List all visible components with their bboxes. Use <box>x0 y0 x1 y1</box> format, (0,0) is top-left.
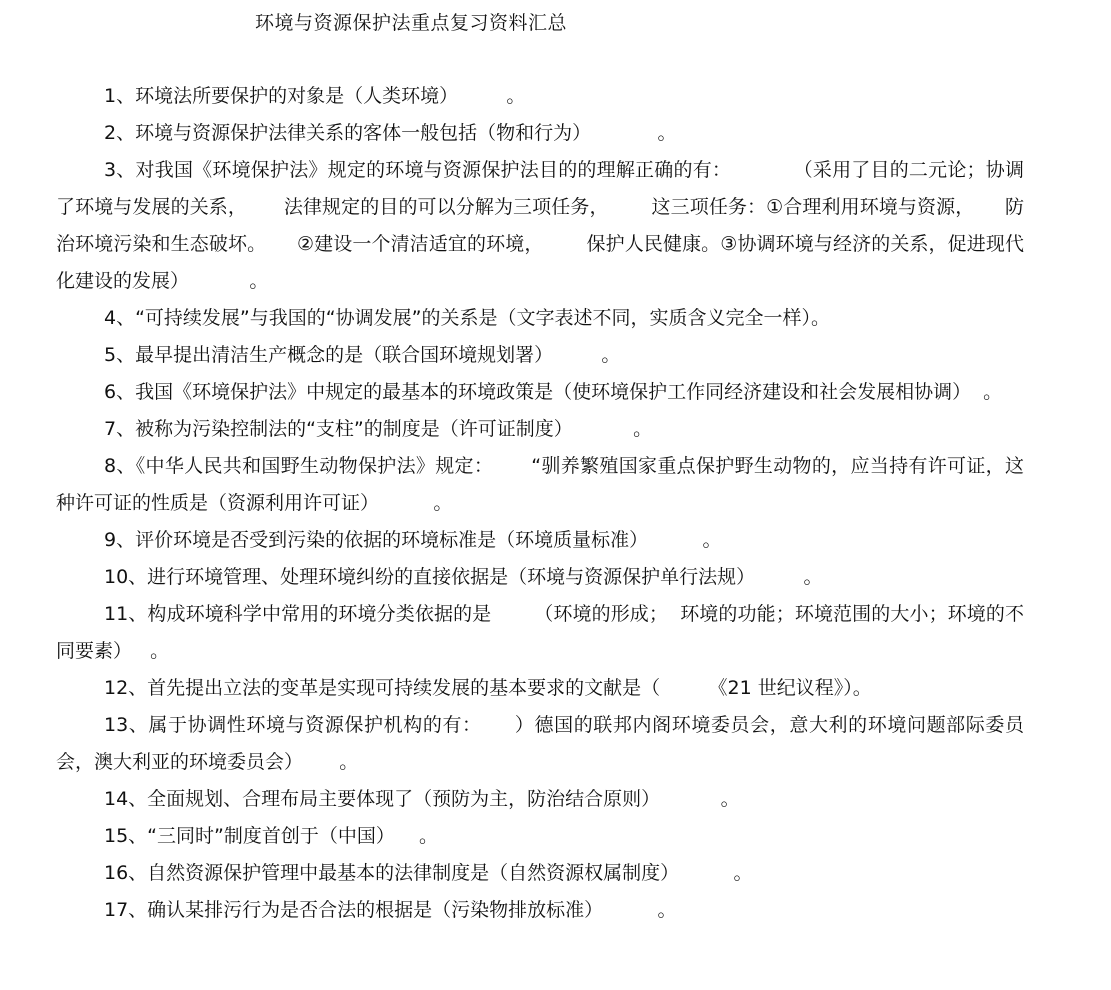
list-item: 14、全面规划、合理布局主要体现了（预防为主，防治结合原则） 。 <box>104 788 740 810</box>
list-item: 3、对我国《环境保护法》规定的环境与资源保护法目的的理解正确的有： （采用了目的二元论；协调了环境与发展的关系， 法律规定的目的可以分解为三项任务， 这三项任务：①合理利用环境与资源， 防治环境污染和生态破坏。 ②建设一个清洁适宜的环境， 保护人民健康。③协调环境与经济的关系，促进现代化建设的发展） 。 <box>56 159 1024 292</box>
list-item: 5、最早提出清洁生产概念的是（联合国环境规划署） 。 <box>104 344 621 366</box>
document-body <box>56 78 1024 929</box>
list-item: 17、确认某排污行为是否合法的根据是（污染物排放标准） 。 <box>104 899 677 921</box>
document-title: 环境与资源保护法重点复习资料汇总 <box>255 12 568 34</box>
list-item: 15、“三同时”制度首创于（中国） 。 <box>104 825 439 847</box>
list-item: 6、我国《环境保护法》中规定的最基本的环境政策是（使环境保护工作同经济建设和社会发展相协调） 。 <box>104 381 1003 403</box>
list-item: 7、被称为污染控制法的“支柱”的制度是（许可证制度） 。 <box>104 418 653 440</box>
list-item: 10、进行环境管理、处理环境纠纷的直接依据是（环境与资源保护单行法规） 。 <box>104 566 823 588</box>
list-item: 16、自然资源保护管理中最基本的法律制度是（自然资源权属制度） 。 <box>104 862 753 884</box>
list-item: 12、首先提出立法的变革是实现可持续发展的基本要求的文献是（ 《21 世纪议程》）。 <box>104 677 872 699</box>
list-item: 1、环境法所要保护的对象是（人类环境） 。 <box>104 85 526 107</box>
list-item: 9、评价环境是否受到污染的依据的环境标准是（环境质量标准） 。 <box>104 529 722 551</box>
list-item: 2、环境与资源保护法律关系的客体一般包括（物和行为） 。 <box>104 122 677 144</box>
list-item: 13、属于协调性环境与资源保护机构的有： ）德国的联邦内阁环境委员会，意大利的环境问题部际委员会，澳大利亚的环境委员会） 。 <box>56 714 1024 773</box>
list-item: 4、“可持续发展”与我国的“协调发展”的关系是（文字表述不同，实质含义完全一样）。 <box>104 307 830 329</box>
list-item: 11、构成环境科学中常用的环境分类依据的是 （环境的形成； 环境的功能；环境范围的大小；环境的不同要素） 。 <box>56 603 1024 662</box>
list-item: 8、《中华人民共和国野生动物保护法》规定： “驯养繁殖国家重点保护野生动物的，应当持有许可证，这种许可证的性质是（资源利用许可证） 。 <box>56 455 1024 514</box>
